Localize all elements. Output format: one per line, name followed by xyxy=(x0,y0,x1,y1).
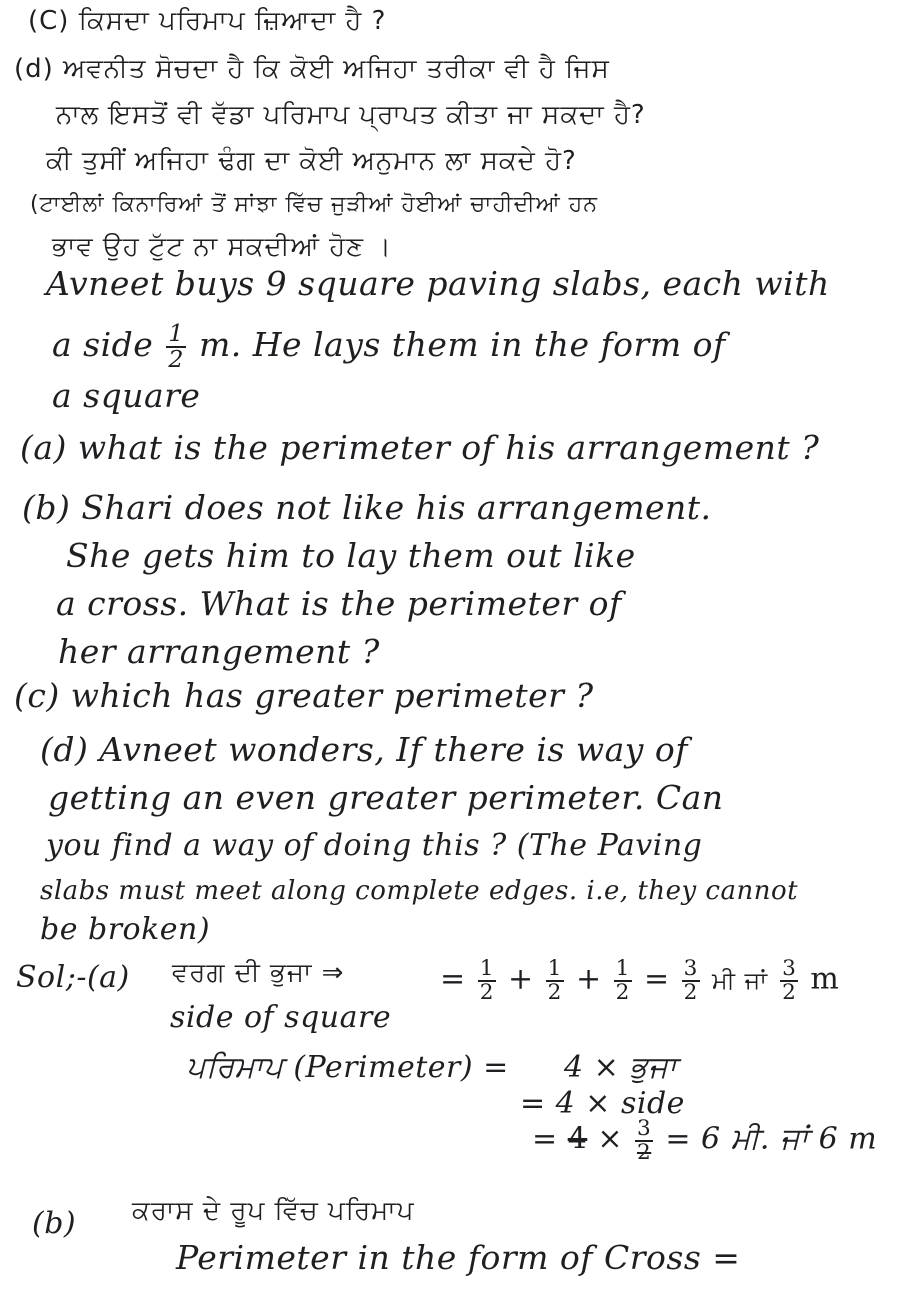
perimeter-result: = 6 ਮੀ. ਜਾਂ 6 m xyxy=(665,1121,878,1157)
side-label-english: side of square xyxy=(170,1000,392,1035)
question-d-line-4: slabs must meet along complete edges. i.e, they cannot xyxy=(40,876,799,906)
question-d-line-5: be broken) xyxy=(40,912,211,947)
question-b-line-3: a cross. What is the perimeter of xyxy=(56,584,622,623)
plus-sign: + xyxy=(575,961,602,997)
eq-sign: = xyxy=(440,961,466,997)
problem-line-2-start: a side xyxy=(52,324,154,364)
fraction-2-num: 1 xyxy=(547,956,562,981)
fraction-3-num: 1 xyxy=(615,956,630,981)
side-fraction-numerator: 1 xyxy=(168,319,184,347)
cancelled-four: 4 xyxy=(567,1121,588,1157)
question-d-line-1: (d) Avneet wonders, If there is way of xyxy=(40,730,688,769)
problem-line-1: Avneet buys 9 square paving slabs, each with xyxy=(46,264,830,303)
question-b-line-1: (b) Shari does not like his arrangement. xyxy=(22,488,712,527)
punjabi-question-c: (C) ਕਿਸਦਾ ਪਰਿਮਾਪ ਜ਼ਿਆਦਾ ਹੈ ? xyxy=(28,6,387,36)
punjabi-question-d-line-2: ਨਾਲ ਇਸਤੋਂ ਵੀ ਵੱਡਾ ਪਰਿਮਾਪ ਪ੍ਰਾਪਤ ਕੀਤਾ ਜਾ ਸਕਦਾ ਹੈ? xyxy=(56,100,646,130)
problem-line-2-end: m. He lays them in the form of xyxy=(198,324,726,364)
punjabi-question-d-line-3: ਕੀ ਤੁਸੀਂ ਅਜਿਹਾ ਢੰਗ ਦਾ ਕੋਈ ਅਨੁਮਾਨ ਲਾ ਸਕਦੇ ਹੋ? xyxy=(46,146,577,176)
perimeter-step-1: 4 × ਭੁਜਾ xyxy=(564,1050,677,1085)
solution-b-punjabi: ਕਰਾਸ ਦੇ ਰੂਪ ਵਿੱਚ ਪਰਿਮਾਪ xyxy=(132,1196,415,1226)
problem-line-3: a square xyxy=(52,376,201,415)
unit-punjabi: ਮੀ ਜਾਂ xyxy=(711,966,769,995)
fraction-3-den: 2 xyxy=(615,979,630,1005)
punjabi-question-d-line-1: (d) ਅਵਨੀਤ ਸੋਚਦਾ ਹੈ ਕਿ ਕੋਈ ਅਜਿਹਾ ਤਰੀਕਾ ਵੀ ਹੈ ਜਿਸ xyxy=(14,54,610,84)
question-d-line-3: you find a way of doing this ? (The Paving xyxy=(46,828,703,863)
perimeter-label: ਪਰਿਮਾਪ (Perimeter) = xyxy=(186,1050,509,1085)
solution-label: Sol;-(a) xyxy=(16,960,130,995)
question-b-line-4: her arrangement ? xyxy=(58,632,380,671)
fraction-result-den: 2 xyxy=(683,979,698,1005)
fraction-result xyxy=(682,958,700,1003)
unit-meter: m xyxy=(810,961,840,997)
fraction-num: 3 xyxy=(637,1116,652,1141)
side-label-punjabi: ਵਰਗ ਦੀ ਭੁਜਾ ⇒ xyxy=(172,958,345,988)
fraction-three-halves xyxy=(635,1118,653,1163)
fraction-result-num: 3 xyxy=(683,956,698,981)
question-c: (c) which has greater perimeter ? xyxy=(14,676,594,715)
question-a: (a) what is the perimeter of his arrangement ? xyxy=(20,428,820,467)
fraction-den: 2 xyxy=(637,1139,652,1165)
solution-b-english: Perimeter in the form of Cross = xyxy=(176,1238,741,1277)
solution-b-label: (b) xyxy=(32,1206,77,1241)
question-d-line-2: getting an even greater perimeter. Can xyxy=(48,778,724,817)
plus-sign: + xyxy=(507,961,534,997)
question-b-line-2: She gets him to lay them out like xyxy=(66,536,636,575)
fraction-result-2-den: 2 xyxy=(782,979,797,1005)
side-fraction-denominator: 2 xyxy=(168,344,184,373)
eq-sign: = xyxy=(643,961,670,997)
problem-line-2 xyxy=(52,319,726,373)
fraction-1-den: 2 xyxy=(479,979,494,1005)
perimeter-step-2: = 4 × side xyxy=(520,1086,685,1121)
fraction-1 xyxy=(478,958,496,1003)
perimeter-step-3 xyxy=(532,1118,877,1163)
punjabi-question-d-line-5: ਭਾਵ ਉਹ ਟੁੱਟ ਨਾ ਸਕਦੀਆਂ ਹੋਣ । xyxy=(52,232,392,262)
fraction-1-num: 1 xyxy=(479,956,494,981)
fraction-result-2-num: 3 xyxy=(782,956,797,981)
fraction-2 xyxy=(546,958,564,1003)
punjabi-question-d-line-4: (ਟਾਈਲਾਂ ਕਿਨਾਰਿਆਂ ਤੋਂ ਸਾਂਝਾ ਵਿੱਚ ਜੁੜੀਆਂ ਹੋਈਆਂ ਚਾਹੀਦੀਆਂ ਹਨ xyxy=(30,192,599,217)
side-equation xyxy=(440,958,839,1003)
times-sign: × xyxy=(597,1121,623,1157)
fraction-2-den: 2 xyxy=(547,979,562,1005)
fraction-3 xyxy=(614,958,632,1003)
side-fraction xyxy=(166,319,186,373)
eq-sign: = xyxy=(532,1121,558,1157)
fraction-result-2 xyxy=(780,958,798,1003)
